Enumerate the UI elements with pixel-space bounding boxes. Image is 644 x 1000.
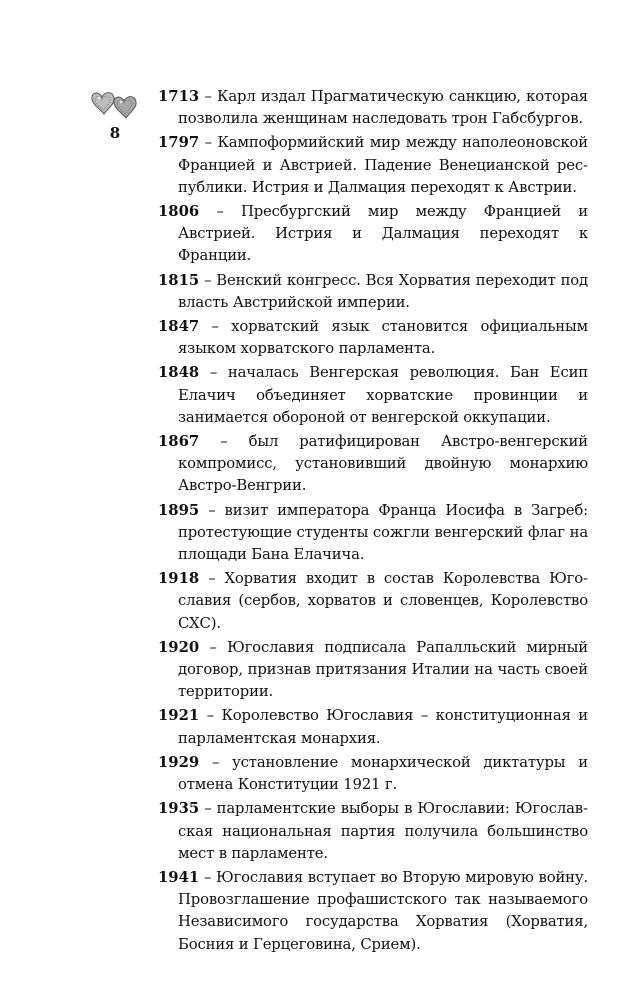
chronology-entry	[158, 752, 588, 796]
chronology-list	[158, 86, 588, 958]
entry-text: – визит императора Франца Иосифа в Загреб: протестующие студенты сожгли венгерский флаг на площади Бана Елачича.	[178, 501, 588, 564]
entry-text: – хорватский язык становится официальным языком хорватского парламента.	[178, 318, 588, 358]
entry-year: 1918	[158, 570, 200, 588]
entry-year: 1848	[158, 364, 200, 382]
entry-year: 1806	[158, 203, 200, 221]
entry-year: 1920	[158, 638, 200, 656]
entry-year: 1797	[158, 134, 200, 152]
entry-text: – Пресбургский мир между Францией и Австрией. Истрия и Далмация переходят к Франции.	[178, 203, 588, 265]
chronology-entry	[158, 798, 588, 865]
entry-year: 1929	[158, 753, 200, 771]
chronology-entry	[158, 316, 588, 360]
entry-year: 1941	[158, 868, 200, 886]
entry-year: 1921	[158, 707, 200, 725]
entry-text: – Королевство Югославия – конституционная и парламентская монархия.	[178, 707, 588, 747]
entry-year: 1867	[158, 433, 200, 451]
entry-year: 1935	[158, 800, 200, 818]
hearts-ornament-icon	[90, 88, 140, 122]
chronology-entry	[158, 362, 588, 429]
entry-text: – Карл издал Прагматическую санкцию, которая позволила женщинам наследовать трон Габсбургов.	[178, 88, 588, 128]
entry-text: – Венский конгресс. Вся Хорватия переходит под власть Австрийской империи.	[178, 271, 588, 311]
chronology-entry	[158, 867, 588, 956]
entry-text: – Хорватия входит в состав Королевства Югославия (сербов, хорватов и словенцев, Королевство СХС).	[178, 570, 588, 632]
entry-text: – Кампоформийский мир между наполеоновской Францией и Австрией. Падение Венецианской республики. Истрия и Далмация переходят к Австрии.	[178, 134, 588, 196]
chronology-entry	[158, 705, 588, 749]
entry-text: – был ратифицирован Австро-венгерский компромисс, установивший двойную монархию Австро-Венгрии.	[178, 433, 588, 495]
chronology-entry	[158, 568, 588, 635]
chronology-entry	[158, 86, 588, 130]
entry-year: 1895	[158, 501, 200, 519]
entry-text: – установление монархической диктатуры и отмена Конституции 1921 г.	[178, 753, 588, 794]
chronology-entry	[158, 500, 588, 567]
chronology-entry	[158, 132, 588, 199]
entry-text: – Югославия вступает во Вторую мировую войну. Провозглашение профашистского так называемого Независимого государства Хорватия (Хорватия, Босния и Герцеговина, Срием).	[178, 868, 588, 953]
entry-year: 1815	[158, 271, 200, 289]
chronology-entry	[158, 431, 588, 498]
entry-text: – парламентские выборы в Югославии: Югославская национальная партия получила большинство мест в парламенте.	[178, 800, 588, 862]
chronology-entry	[158, 201, 588, 268]
entry-year: 1847	[158, 318, 200, 336]
entry-text: – началась Венгерская революция. Бан Есип Елачич объединяет хорватские провинции и занимается обороной от венгерской оккупации.	[178, 364, 588, 426]
page-number: 8	[109, 124, 121, 142]
chronology-entry	[158, 270, 588, 314]
chronology-entry	[158, 637, 588, 704]
entry-year: 1713	[158, 88, 200, 105]
entry-text: – Югославия подписала Рапалльский мирный договор, признав притязания Италии на часть своей территории.	[178, 638, 588, 701]
